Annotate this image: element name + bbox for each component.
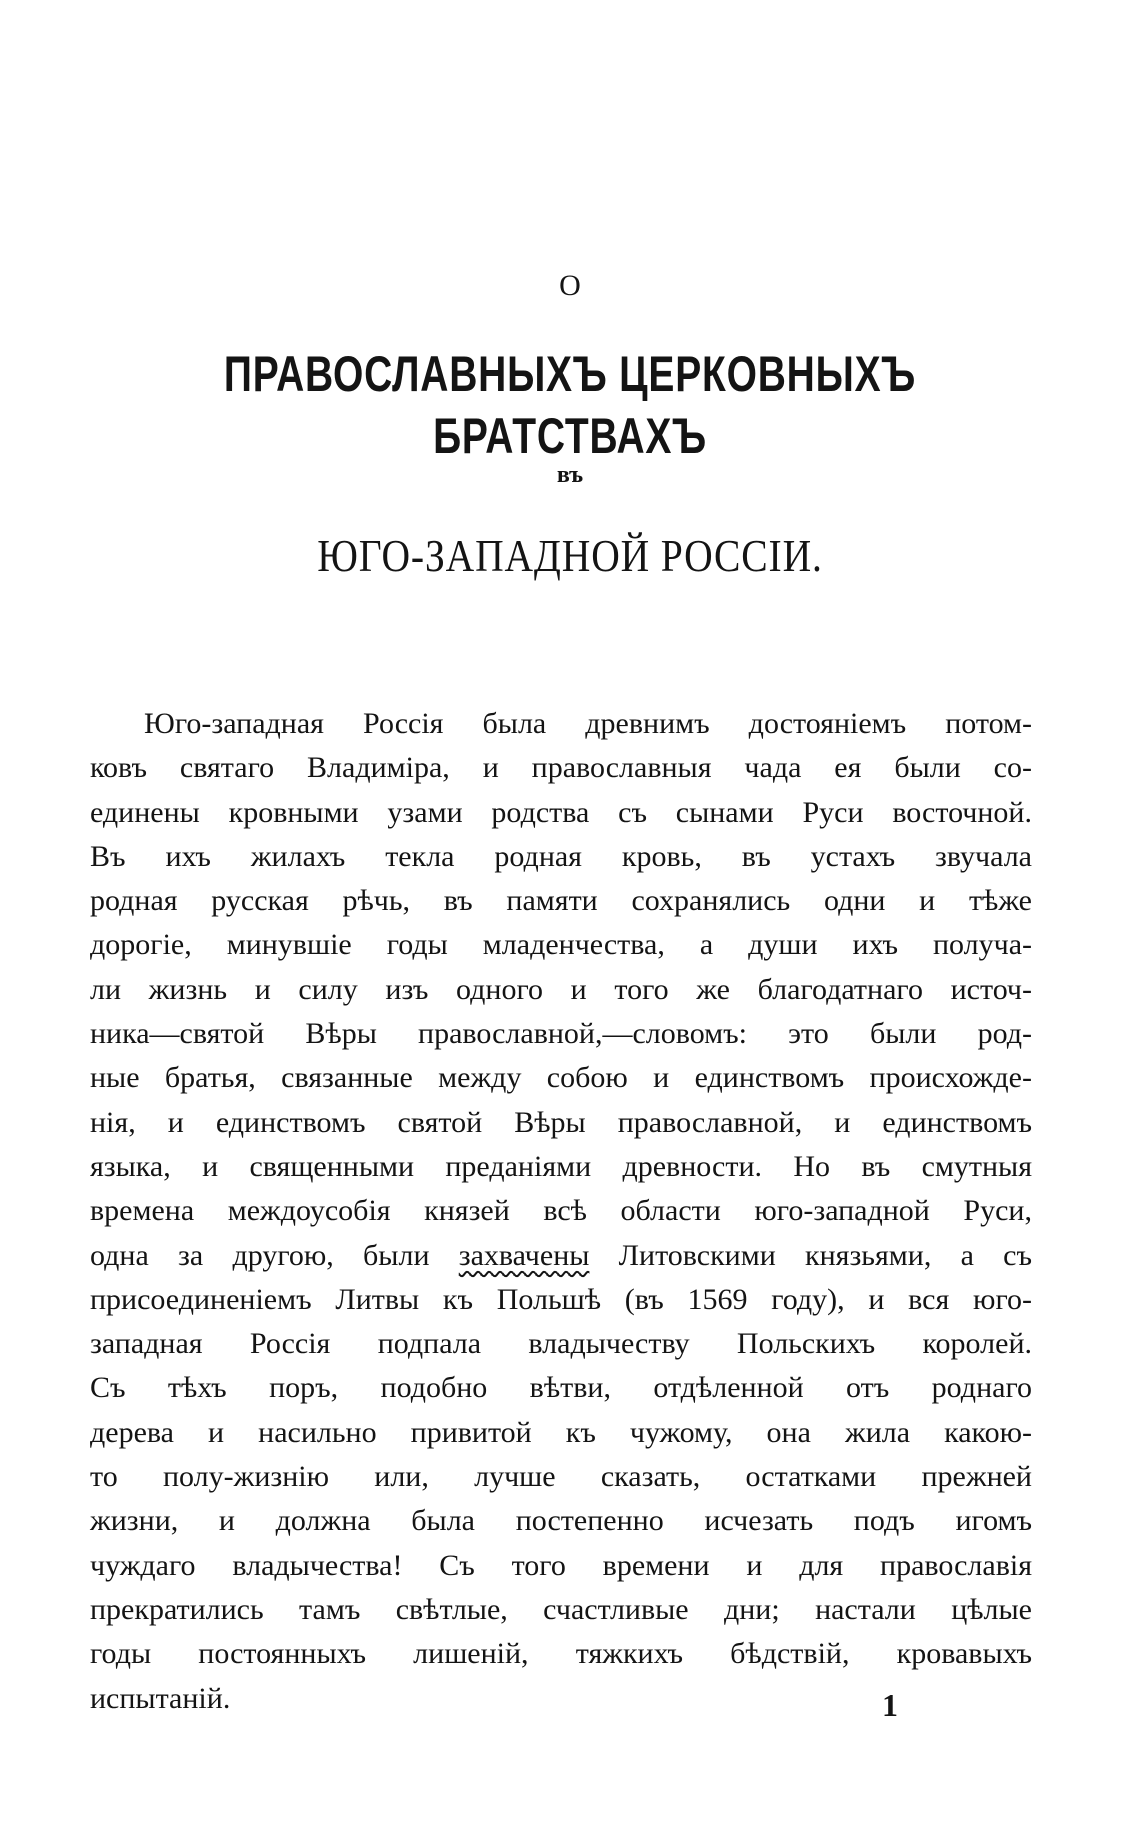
text-line: годы постоянныхъ лишеній, тяжкихъ бѣдствій, кровавыхъ bbox=[90, 1637, 1032, 1671]
underlined-word: захвачены bbox=[458, 1238, 590, 1272]
text-line: Въ ихъ жилахъ текла родная кровь, въ устахъ звучала bbox=[90, 839, 1032, 873]
text-line: испытаній. bbox=[90, 1681, 231, 1715]
text-line: нія, и единствомъ святой Вѣры православной, и единствомъ bbox=[90, 1105, 1032, 1139]
heading-preposition-v: въ bbox=[556, 462, 584, 488]
text-line: дерева и насильно привитой къ чужому, она жила какою- bbox=[90, 1415, 1032, 1449]
text-line: ковъ святаго Владиміра, и православныя чада ея были со- bbox=[90, 751, 1032, 785]
text-line: Съ тѣхъ поръ, подобно вѣтви, отдѣленной отъ роднаго bbox=[90, 1371, 1032, 1405]
text-line: единены кровными узами родства съ сынами Руси восточной. bbox=[90, 795, 1032, 829]
text-line-with-underline bbox=[90, 1234, 1032, 1278]
text-line: дорогіе, минувшіе годы младенчества, а души ихъ получа- bbox=[90, 928, 1032, 962]
page-subtitle: ЮГО-ЗАПАДНОЙ РОССІИ. bbox=[317, 530, 823, 581]
text-line: языка, и священными преданіями древности. Но въ смутныя bbox=[90, 1149, 1032, 1183]
text-line: чуждаго владычества! Съ того времени и для православія bbox=[90, 1548, 1032, 1582]
text-segment: одна за другою, были bbox=[90, 1238, 459, 1272]
text-line: прекратились тамъ свѣтлые, счастливые дни; настали цѣлые bbox=[90, 1592, 1032, 1626]
body-paragraph bbox=[90, 702, 1032, 1721]
text-line: то полу-жизнію или, лучше сказать, остатками прежней bbox=[90, 1460, 1032, 1494]
text-line: времена междоусобія князей всѣ области юго-западной Руси, bbox=[90, 1194, 1032, 1228]
text-line: родная русская рѣчь, въ памяти сохранялись одни и тѣже bbox=[90, 884, 1032, 918]
text-line: Юго-западная Россія была древнимъ достояніемъ потом- bbox=[144, 707, 1032, 740]
page-title: ПРАВОСЛАВНЫХЪ ЦЕРКОВНЫХЪ БРАТСТВАХЪ bbox=[223, 346, 917, 464]
text-line: присоединеніемъ Литвы къ Польшѣ (въ 1569 году), и вся юго- bbox=[90, 1282, 1032, 1316]
text-segment: Литовскими князьями, а съ bbox=[589, 1238, 1032, 1272]
text-line: ника—святой Вѣры православной,—словомъ: это были род- bbox=[90, 1017, 1032, 1051]
text-line: западная Россія подпала владычеству Польскихъ королей. bbox=[90, 1327, 1032, 1361]
text-line: жизни, и должна была постепенно исчезать подъ игомъ bbox=[90, 1504, 1032, 1538]
text-line: ные братья, связанные между собою и единствомъ происхожде- bbox=[90, 1061, 1032, 1095]
page-number: 1 bbox=[882, 1687, 898, 1723]
text-line: ли жизнь и силу изъ одного и того же благодатнаго источ- bbox=[90, 972, 1032, 1006]
heading-preposition: О bbox=[559, 269, 581, 302]
